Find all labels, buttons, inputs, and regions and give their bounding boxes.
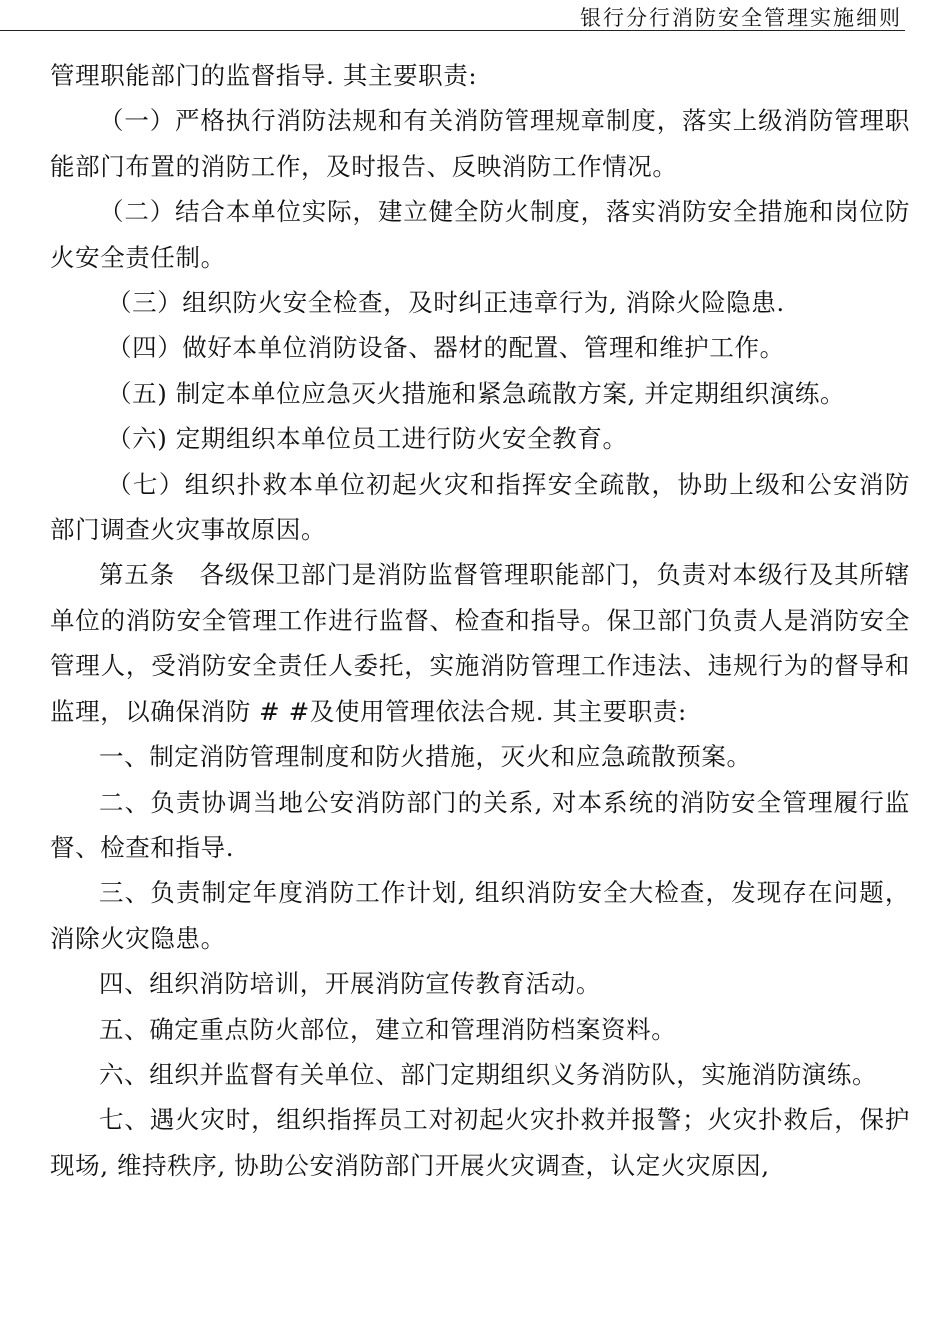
duty-item-4: 四、组织消防培训，开展消防宣传教育活动。 <box>99 969 601 999</box>
paragraph-item-1: （一）严格执行消防法规和有关消防管理规章制度，落实上级消防管理职能部门布置的消防工作，及时报告、反映消防工作情况。 <box>50 106 910 181</box>
paragraph-item-3: （三）组织防火安全检查，及时纠正违章行为, 消除火险隐患. <box>107 288 785 318</box>
duty-item-6: 六、组织并监督有关单位、部门定期组织义务消防队，实施消防演练。 <box>99 1059 878 1089</box>
article-5-label: 第五条 <box>99 560 176 590</box>
paragraph-item-7: （七）组织扑救本单位初起火灾和指挥安全疏散，协助上级和公安消防部门调查火灾事故原因。 <box>50 469 910 545</box>
paragraph-item-6: （六) 定期组织本单位员工进行防火安全教育。 <box>107 424 628 454</box>
document-body <box>50 53 910 1188</box>
running-header-title: 银行分行消防安全管理实施细则 <box>580 6 902 30</box>
paragraph-item-5: （五) 制定本单位应急灭火措施和紧急疏散方案, 并定期组织演练。 <box>107 378 846 408</box>
paragraph-item-4: （四）做好本单位消防设备、器材的配置、管理和维护工作。 <box>107 333 785 363</box>
paragraph-continuation: 管理职能部门的监督指导. 其主要职责: <box>50 61 478 90</box>
duty-item-3: 三、负责制定年度消防工作计划, 组织消防安全大检查，发现存在问题，消除火灾隐患。 <box>50 878 910 953</box>
header-divider <box>0 30 905 31</box>
duty-item-1: 一、制定消防管理制度和防火措施，灭火和应急疏散预案。 <box>99 742 752 772</box>
duty-item-2: 二、负责协调当地公安消防部门的关系, 对本系统的消防安全管理履行监督、检查和指导. <box>50 787 910 862</box>
article-5-paragraph <box>50 552 910 734</box>
duty-item-7: 七、遇火灾时，组织指挥员工对初起火灾扑救并报警；火灾扑救后，保护现场, 维持秩序, 协助公安消防部门开展火灾调查，认定火灾原因, <box>50 1105 910 1180</box>
paragraph-item-2: （二）结合本单位实际，建立健全防火制度，落实消防安全措施和岗位防火安全责任制。 <box>50 197 910 272</box>
article-5-text: 各级保卫部门是消防监督管理职能部门，负责对本级行及其所辖单位的消防安全管理工作进行监督、检查和指导。保卫部门负责人是消防安全管理人，受消防安全责任人委托，实施消防管理工作违法、违规行为的督导和监理，以确保消防 # #及使用管理依法合规. 其主要职责: <box>50 560 910 726</box>
duty-item-5: 五、确定重点防火部位，建立和管理消防档案资料。 <box>99 1014 677 1044</box>
